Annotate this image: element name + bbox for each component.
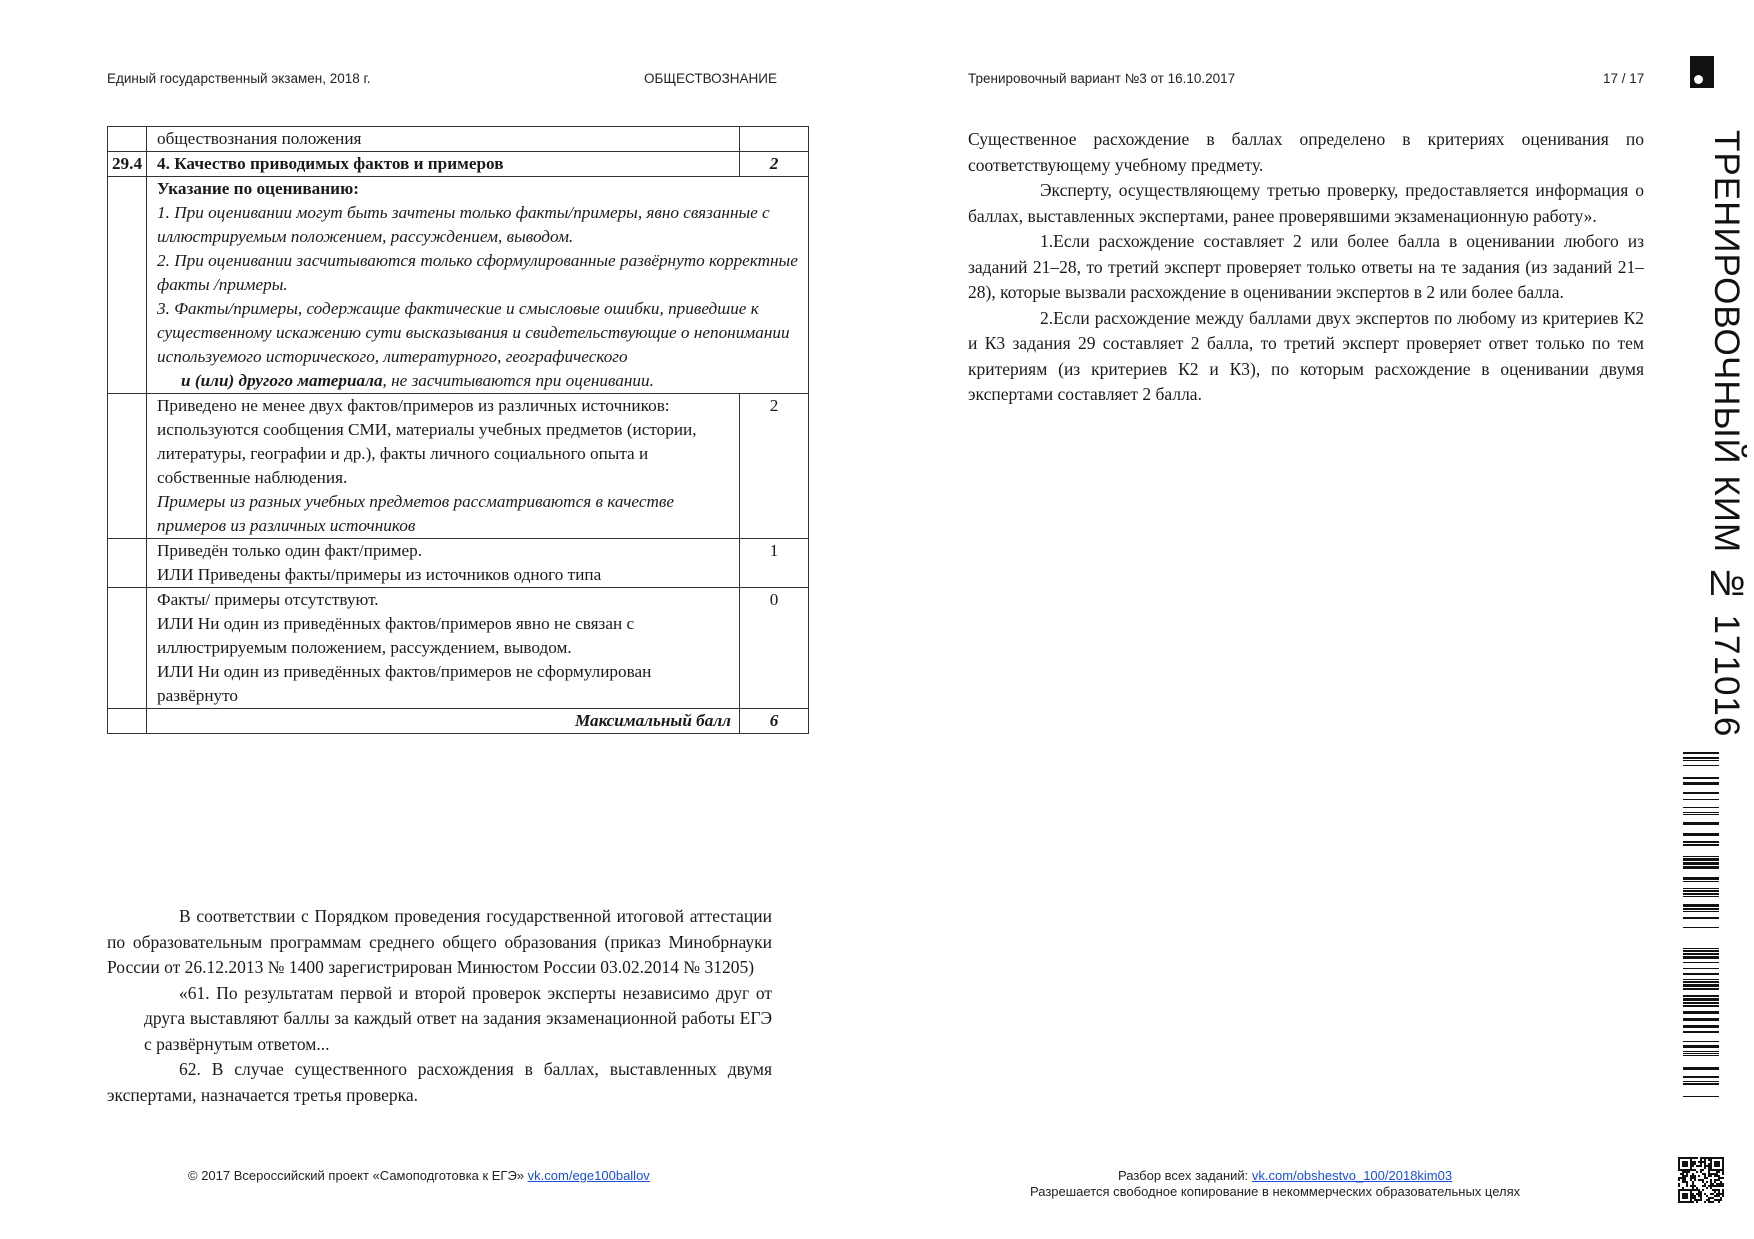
criteria-table [107,126,809,734]
criterion-0 [147,588,740,709]
footer-copyright: © 2017 Всероссийский проект «Самоподготовка к ЕГЭ» [188,1168,525,1183]
criterion-2-text: Приведено не менее двух фактов/примеров из различных источников: используются сообщения СМИ, материалы учебных предметов (истории, литературы, географии и др.), факты личного социального опыта и собственные наблюдения. [157,396,697,487]
note-3: 3. Факты/примеры, содержащие фактические и смысловые ошибки, приведшие к существенному искажению сути высказывания и свидетельствующие о непонимании используемого исторического, литературного, географического [157,299,790,366]
procedure-paragraph-3: 62. В случае существенного расхождения в баллах, выставленных двумя экспертами, назначается третья проверка. [107,1059,772,1105]
note-3-bold: и (или) другого материала [181,371,383,390]
criterion-2-score: 2 [740,394,809,539]
criterion-2 [147,394,740,539]
grading-note [147,177,809,394]
table-row [108,539,809,588]
third-check-paragraph-4: 2.Если расхождение между баллами двух экспертов по любому из критериев К2 и К3 задания 29 составляет 2 балла, то третий эксперт проверяет ответ только по тем критериям (из критериев К2 и К3), по которым расхождение в оценивании двумя экспертами составляет 2 балла. [968,307,1644,404]
criterion-2-note: Примеры из разных учебных предметов рассматриваются в качестве примеров из различных источников [157,492,674,535]
header-subject: ОБЩЕСТВОЗНАНИЕ [644,71,777,86]
note-1: 1. При оценивании могут быть зачтены только факты/примеры, явно связанные с иллюстрируемым положением, рассуждением, выводом. [157,203,770,246]
task-title: 4. Качество приводимых фактов и примеров [147,152,740,177]
qr-code [1678,1157,1724,1203]
footer-link-ege100ballov[interactable]: vk.com/ege100ballov [527,1168,650,1183]
footer-right [1118,1168,1452,1183]
barcode [1683,752,1719,1102]
prev-row-text: обществознания положения [147,127,740,152]
max-score-value: 6 [740,709,809,734]
table-row [108,709,809,734]
note-3-end: , не засчитываются при оценивании. [382,371,654,390]
criterion-0-line-1: Факты/ примеры отсутствуют. [157,590,379,609]
procedure-text [107,904,772,1108]
footer-copy-permission: Разрешается свободное копирование в некоммерческих образовательных целях [1030,1184,1521,1199]
max-score-label: Максимальный балл [147,709,740,734]
table-row [108,152,809,177]
footer-link-kim03[interactable]: vk.com/obshestvo_100/2018kim03 [1251,1168,1453,1183]
criterion-1-line-1: Приведён только один факт/пример. [157,541,423,560]
table-row [108,394,809,539]
procedure-paragraph-2: «61. По результатам первой и второй проверок эксперты независимо друг от друга выставляют баллы за каждый ответ на задания экзаменационной работы ЕГЭ с развёрнутым ответом... [144,982,772,1054]
table-row [108,127,809,152]
criterion-1-score: 1 [740,539,809,588]
criterion-1 [147,539,740,588]
third-check-paragraph-3: 1.Если расхождение составляет 2 или более балла в оценивании любого из заданий 21–28, то третий эксперт проверяет только ответы на те задания (из заданий 21–28), которые вызвали расхождение в оценивании экспертов в 2 или более балла. [968,231,1644,302]
footer-analysis-label: Разбор всех заданий: [1118,1168,1249,1183]
table-row [108,588,809,709]
task-number: 29.4 [108,152,147,177]
third-check-paragraph-2: Эксперту, осуществляющему третью проверку, предоставляется информация о баллах, выставленных экспертами, ранее проверявшими экзаменационную работу». [968,180,1644,226]
procedure-paragraph-1: В соответствии с Порядком проведения государственной итоговой аттестации по образовательным программам среднего общего образования (приказ Минобрнауки России от 26.12.2013 № 1400 зарегистрирован Минюстом России 03.02.2014 № 31205) [107,906,772,977]
corner-marker [1690,56,1714,88]
criterion-0-line-3: ИЛИ Ни один из приведённых фактов/примеров не сформулирован развёрнуто [157,662,652,705]
side-title: ТРЕНИРОВОЧНЫЙ КИМ № 171016 [1707,130,1746,738]
footer-left [188,1168,650,1183]
table-row [108,177,809,394]
header-exam: Единый государственный экзамен, 2018 г. [107,71,371,86]
criterion-1-line-2: ИЛИ Приведены факты/примеры из источников одного типа [157,565,602,584]
criterion-0-line-2: ИЛИ Ни один из приведённых фактов/примеров явно не связан с иллюстрируемым положением, рассуждением, выводом. [157,614,635,657]
header-page-number: 17 / 17 [1603,71,1645,86]
note-2: 2. При оценивании засчитываются только сформулированные развёрнуто корректные факты /примеры. [157,251,798,294]
header-variant: Тренировочный вариант №3 от 16.10.2017 [968,71,1236,86]
third-check-text [968,127,1644,408]
third-check-paragraph-1: Существенное расхождение в баллах определено в критериях оценивания по соответствующему учебному предмету. [968,129,1644,175]
task-max-score: 2 [740,152,809,177]
note-title: Указание по оцениванию: [157,179,359,198]
criterion-0-score: 0 [740,588,809,709]
